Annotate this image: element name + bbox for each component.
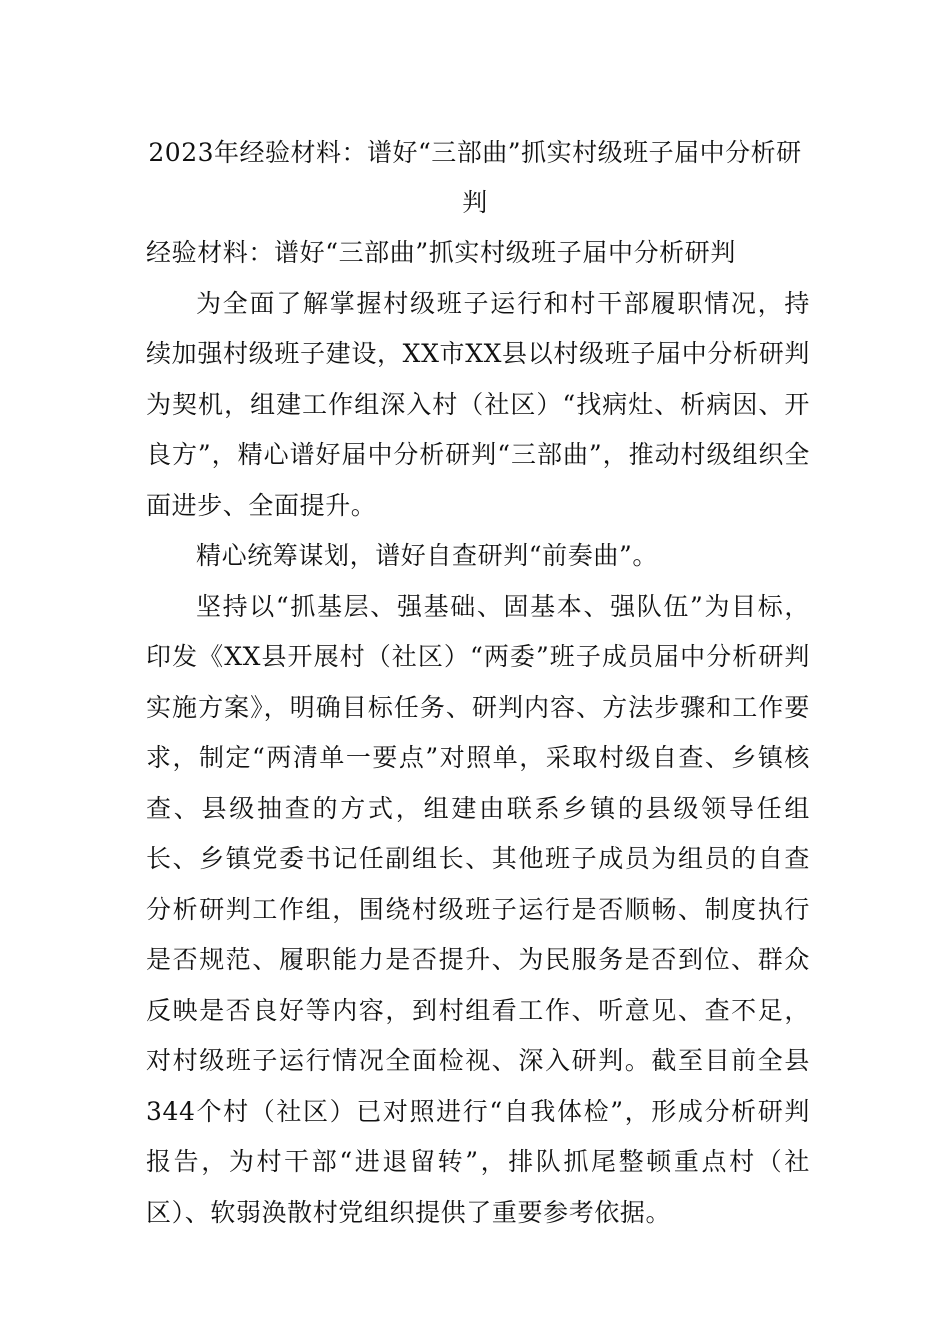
- paragraph-details: 坚持以“抓基层、强基础、固基本、强队伍”为目标，印发《XX县开展村（社区）“两委”班子成员届中分析研判实施方案》，明确目标任务、研判内容、方法步骤和工作要求，制定“两清单一要点”对照单，采取村级自查、乡镇核查、县级抽查的方式，组建由联系乡镇的县级领导任组长、乡镇党委书记任副组长、其他班子成员为组员的自查分析研判工作组，围绕村级班子运行是否顺畅、制度执行是否规范、履职能力是否提升、为民服务是否到位、群众反映是否良好等内容，到村组看工作、听意见、查不足，对村级班子运行情况全面检视、深入研判。截至目前全县344个村（社区）已对照进行“自我体检”，形成分析研判报告，为村干部“进退留转”，排队抓尾整顿重点村（社区）、软弱涣散村党组织提供了重要参考依据。: [146, 591, 810, 1227]
- document-title: 2023年经验材料：谱好“三部曲”抓实村级班子届中分析研判: [148, 138, 802, 217]
- paragraph-intro: 为全面了解掌握村级班子运行和村干部履职情况，持续加强村级班子建设，XX市XX县以村级班子届中分析研判为契机，组建工作组深入村（社区）“找病灶、析病因、开良方”，精心谱好届中分析研判“三部曲”，推动村级组织全面进步、全面提升。: [146, 288, 810, 520]
- document-body: [146, 228, 810, 1238]
- paragraph-section-heading: 精心统筹谋划，谱好自查研判“前奏曲”。: [196, 541, 658, 570]
- document-subtitle: 经验材料：谱好“三部曲”抓实村级班子届中分析研判: [146, 238, 736, 267]
